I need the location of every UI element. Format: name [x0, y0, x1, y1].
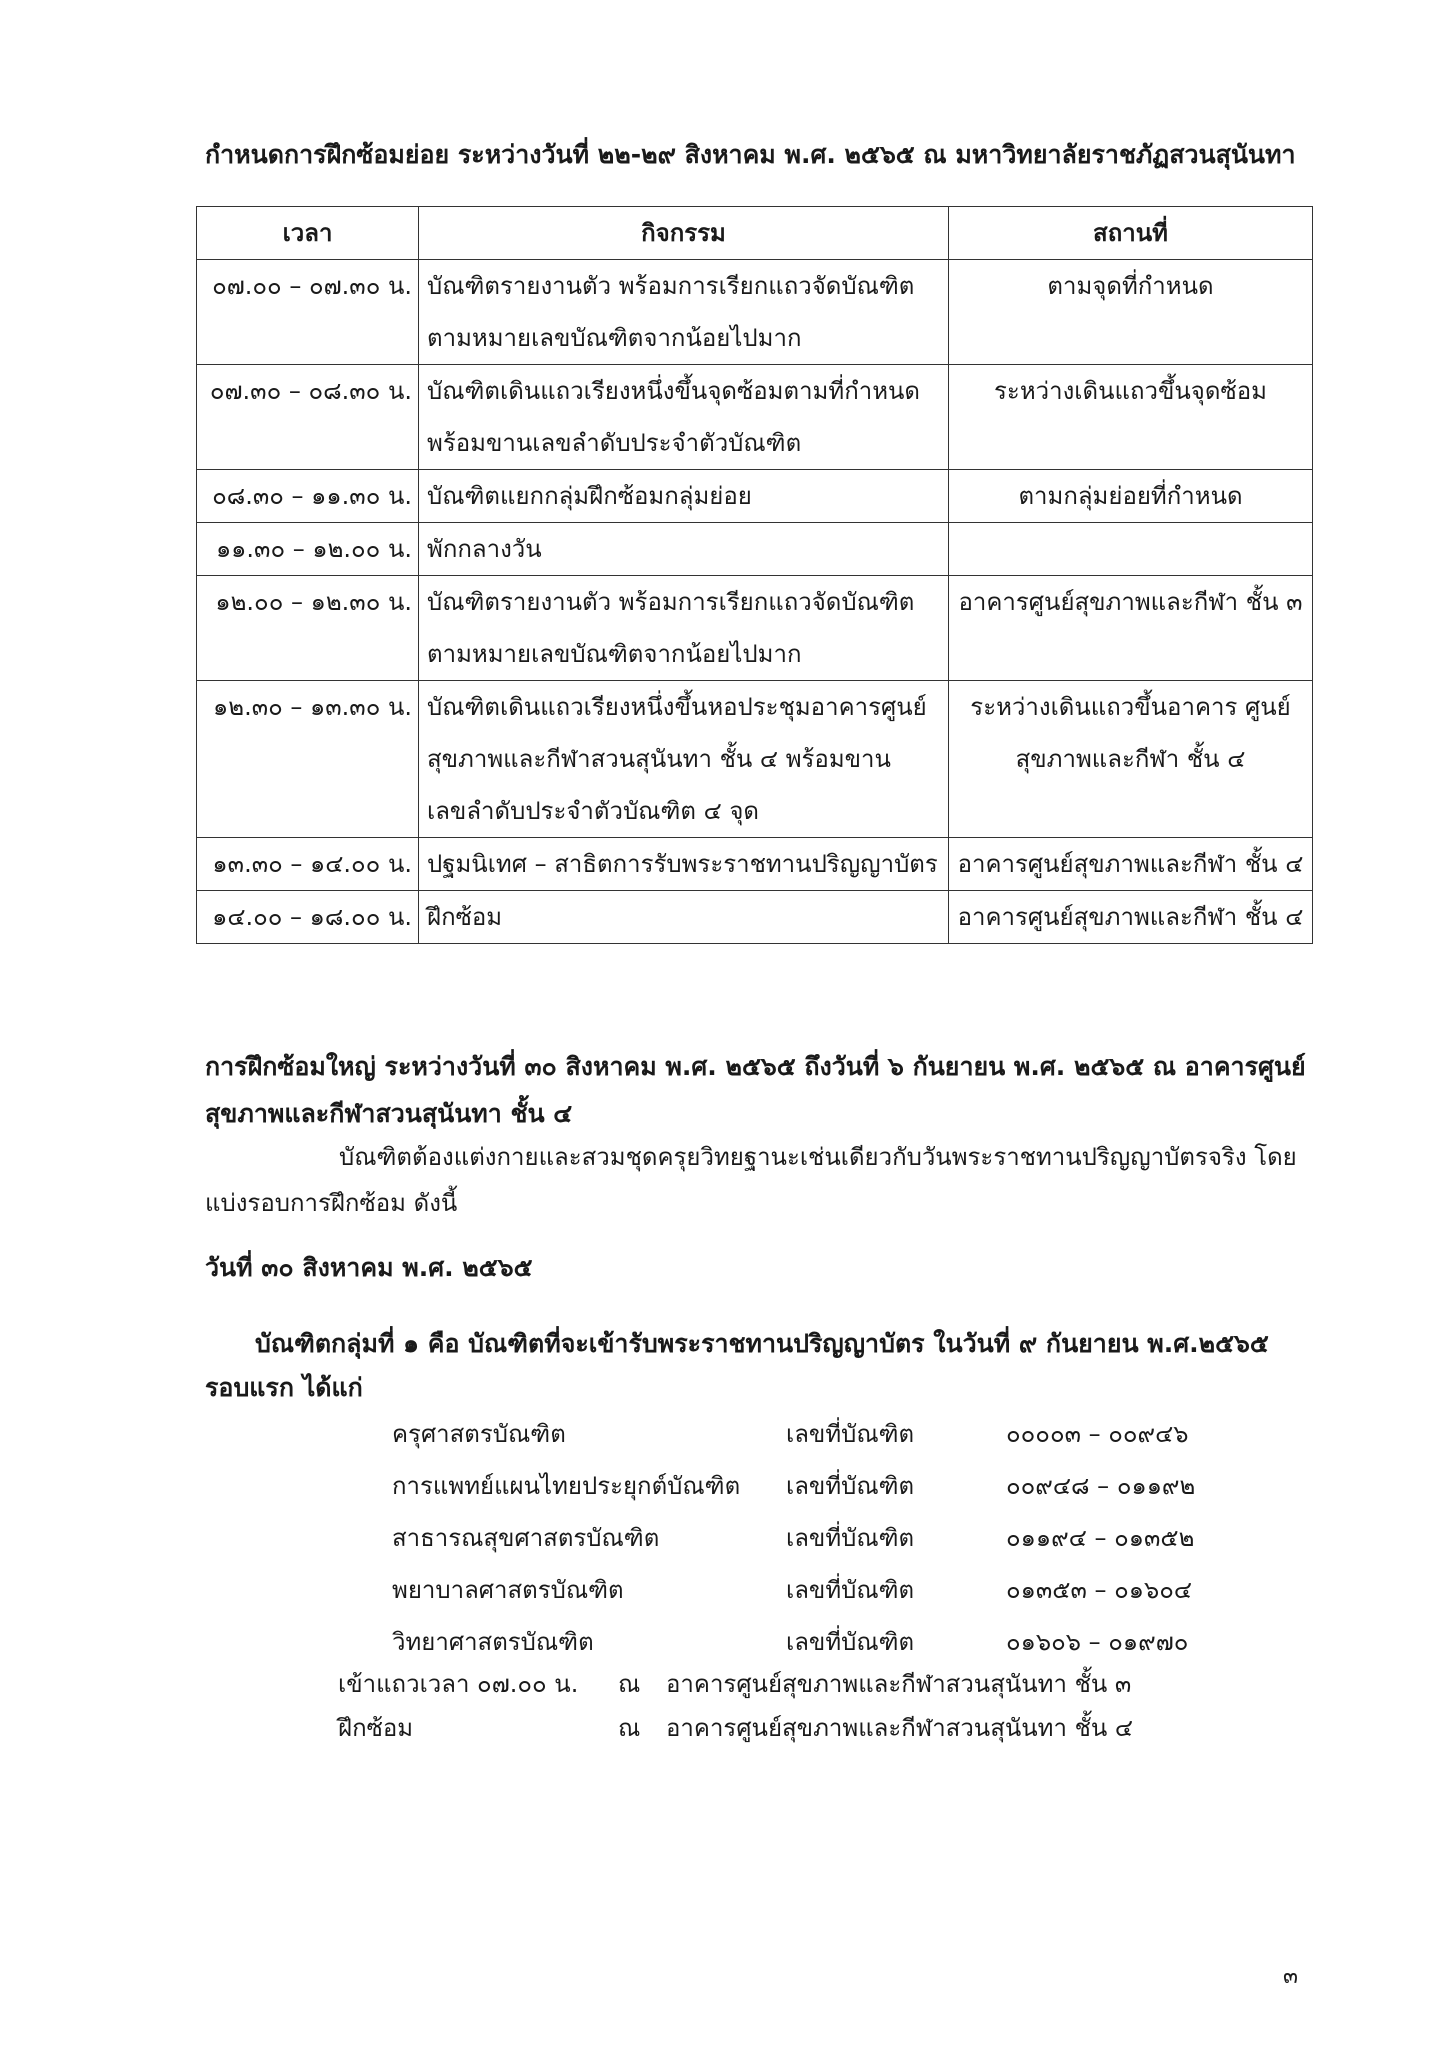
list-item: [392, 1564, 1292, 1616]
row-time: ๑๑.๓๐ – ๑๒.๐๐ น.: [197, 523, 419, 576]
list-item: [392, 1616, 1292, 1668]
schedule-title: กำหนดการฝึกซ้อมย่อย ระหว่างวันที่ ๒๒-๒๙ สิงหาคม พ.ศ. ๒๕๖๕ ณ มหาวิทยาลัยราชภัฏสวนสุนันทา: [205, 140, 1296, 169]
program-name: สาธารณสุขศาสตรบัณฑิต: [392, 1524, 660, 1552]
table-row: [197, 470, 1313, 523]
row-time: ๐๗.๓๐ – ๐๘.๓๐ น.: [197, 365, 419, 470]
program-name: ครุศาสตรบัณฑิต: [392, 1420, 566, 1448]
header-place: สถานที่: [949, 207, 1313, 260]
table-row: [197, 260, 1313, 365]
program-name: พยาบาลศาสตรบัณฑิต: [392, 1576, 624, 1604]
program-number-range: ๐๑๓๕๓ – ๐๑๖๐๔: [1006, 1576, 1193, 1604]
program-number-range: ๐๐๙๔๘ – ๐๑๑๙๒: [1006, 1472, 1196, 1500]
table-header-row: [197, 207, 1313, 260]
row-activity: บัณฑิตรายงานตัว พร้อมการเรียกแถวจัดบัณฑิต ตามหมายเลขบัณฑิตจากน้อยไปมาก: [419, 576, 949, 681]
program-number-label: เลขที่บัณฑิต: [786, 1420, 915, 1448]
program-number-range: ๐๑๖๐๖ – ๐๑๙๗๐: [1006, 1628, 1189, 1656]
table-row: [197, 681, 1313, 838]
list-item: [392, 1408, 1292, 1460]
row-place: อาคารศูนย์สุขภาพและกีฬา ชั้น ๔: [949, 838, 1313, 891]
list-item: [338, 1662, 1238, 1706]
venue-place: อาคารศูนย์สุขภาพและกีฬาสวนสุนันทา ชั้น ๓: [666, 1670, 1132, 1698]
venue-place: อาคารศูนย์สุขภาพและกีฬาสวนสุนันทา ชั้น ๔: [666, 1714, 1134, 1742]
row-time: ๑๔.๐๐ – ๑๘.๐๐ น.: [197, 891, 419, 944]
header-activity: กิจกรรม: [419, 207, 949, 260]
program-number-label: เลขที่บัณฑิต: [786, 1628, 915, 1656]
list-item: [392, 1460, 1292, 1512]
program-name: การแพทย์แผนไทยประยุกต์บัณฑิต: [392, 1472, 741, 1500]
program-list: [392, 1408, 1292, 1668]
program-number-label: เลขที่บัณฑิต: [786, 1524, 915, 1552]
page-number: ๓: [1283, 1964, 1299, 1989]
row-place: ตามกลุ่มย่อยที่กำหนด: [949, 470, 1313, 523]
row-time: ๑๒.๐๐ – ๑๒.๓๐ น.: [197, 576, 419, 681]
venue-at: ณ: [618, 1670, 641, 1698]
row-time: ๑๓.๓๐ – ๑๔.๐๐ น.: [197, 838, 419, 891]
table-row: [197, 838, 1313, 891]
attire-paragraph: บัณฑิตต้องแต่งกายและสวมชุดครุยวิทยฐานะเช่นเดียวกับวันพระราชทานปริญญาบัตรจริง โดยแบ่งรอบการฝึกซ้อม ดังนี้: [205, 1143, 1297, 1217]
program-number-label: เลขที่บัณฑิต: [786, 1576, 915, 1604]
program-number-range: ๐๐๐๐๓ – ๐๐๙๔๖: [1006, 1420, 1189, 1448]
venue-at: ณ: [618, 1714, 641, 1742]
row-place: อาคารศูนย์สุขภาพและกีฬา ชั้น ๔: [949, 891, 1313, 944]
venue-label: เข้าแถวเวลา ๐๗.๐๐ น.: [338, 1670, 579, 1698]
row-activity: ฝึกซ้อม: [419, 891, 949, 944]
row-activity: บัณฑิตรายงานตัว พร้อมการเรียกแถวจัดบัณฑิต ตามหมายเลขบัณฑิตจากน้อยไปมาก: [419, 260, 949, 365]
program-name: วิทยาศาสตรบัณฑิต: [392, 1628, 594, 1656]
venue-label: ฝึกซ้อม: [338, 1714, 414, 1742]
table-row: [197, 576, 1313, 681]
row-time: ๐๘.๓๐ – ๑๑.๓๐ น.: [197, 470, 419, 523]
row-place: [949, 523, 1313, 576]
row-place: ระหว่างเดินแถวขึ้นจุดซ้อม: [949, 365, 1313, 470]
row-activity: บัณฑิตแยกกลุ่มฝึกซ้อมกลุ่มย่อย: [419, 470, 949, 523]
table-row: [197, 891, 1313, 944]
row-activity: บัณฑิตเดินแถวเรียงหนึ่งขึ้นหอประชุมอาคารศูนย์สุขภาพและกีฬาสวนสุนันทา ชั้น ๔ พร้อมขานเลขลำดับประจำตัวบัณฑิต ๔ จุด: [419, 681, 949, 838]
header-time: เวลา: [197, 207, 419, 260]
table-row: [197, 365, 1313, 470]
row-place: ระหว่างเดินแถวขึ้นอาคาร ศูนย์สุขภาพและกีฬา ชั้น ๔: [949, 681, 1313, 838]
list-item: [338, 1706, 1238, 1750]
row-place: ตามจุดที่กำหนด: [949, 260, 1313, 365]
list-item: [392, 1512, 1292, 1564]
row-time: ๑๒.๓๐ – ๑๓.๓๐ น.: [197, 681, 419, 838]
row-activity: ปฐมนิเทศ – สาธิตการรับพระราชทานปริญญาบัตร: [419, 838, 949, 891]
venue-list: [338, 1662, 1238, 1750]
row-place: อาคารศูนย์สุขภาพและกีฬา ชั้น ๓: [949, 576, 1313, 681]
schedule-table: [196, 206, 1313, 944]
row-time: ๐๗.๐๐ – ๐๗.๓๐ น.: [197, 260, 419, 365]
program-number-label: เลขที่บัณฑิต: [786, 1472, 915, 1500]
row-activity: พักกลางวัน: [419, 523, 949, 576]
program-number-range: ๐๑๑๙๔ – ๐๑๓๕๒: [1006, 1524, 1195, 1552]
group-heading: บัณฑิตกลุ่มที่ ๑ คือ บัณฑิตที่จะเข้ารับพระราชทานปริญญาบัตร ในวันที่ ๙ กันยายน พ.ศ.๒๕๖๕ รอบแรก ได้แก่: [205, 1329, 1269, 1402]
main-rehearsal-heading: การฝึกซ้อมใหญ่ ระหว่างวันที่ ๓๐ สิงหาคม พ.ศ. ๒๕๖๕ ถึงวันที่ ๖ กันยายน พ.ศ. ๒๕๖๕ ณ อาคารศูนย์สุขภาพและกีฬาสวนสุนันทา ชั้น ๔: [205, 1052, 1306, 1128]
row-activity: บัณฑิตเดินแถวเรียงหนึ่งขึ้นจุดซ้อมตามที่กำหนด พร้อมขานเลขลำดับประจำตัวบัณฑิต: [419, 365, 949, 470]
date-heading: วันที่ ๓๐ สิงหาคม พ.ศ. ๒๕๖๕: [205, 1253, 533, 1282]
table-row: [197, 523, 1313, 576]
